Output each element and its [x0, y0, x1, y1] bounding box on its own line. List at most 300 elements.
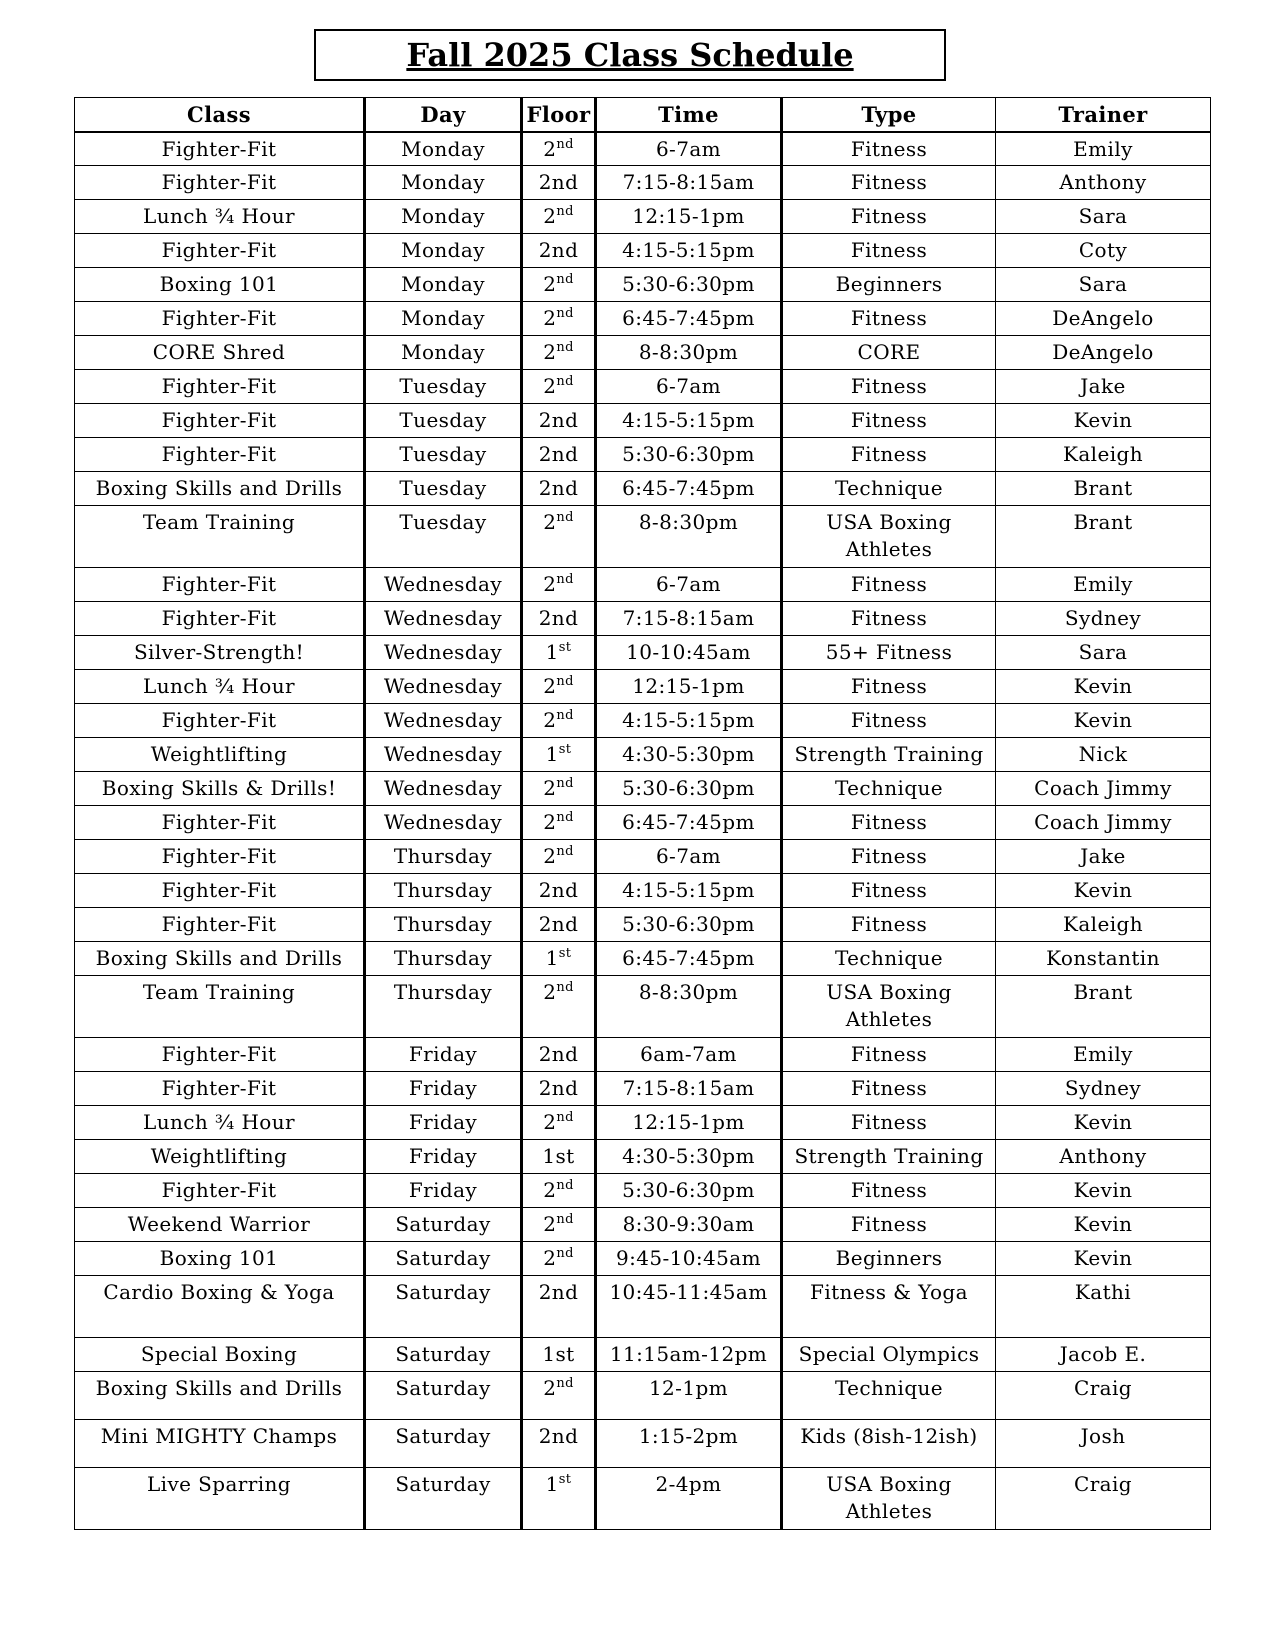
time-cell: 6:45-7:45pm [596, 942, 782, 976]
table-row [75, 568, 1211, 602]
table-row [75, 302, 1211, 336]
class-cell: Weightlifting [75, 738, 365, 772]
floor-cell [522, 438, 596, 472]
class-cell: Fighter-Fit [75, 438, 365, 472]
floor-cell [522, 704, 596, 738]
time-cell: 6-7am [596, 132, 782, 166]
class-cell: Team Training [75, 976, 365, 1038]
day-cell: Wednesday [365, 568, 522, 602]
time-cell: 8:30-9:30am [596, 1208, 782, 1242]
floor-cell [522, 506, 596, 568]
floor-ordinal-suffix: nd [556, 1376, 574, 1391]
floor-cell [522, 1242, 596, 1276]
type-cell: USA Boxing Athletes [782, 976, 996, 1038]
time-cell: 8-8:30pm [596, 976, 782, 1038]
class-cell: Fighter-Fit [75, 166, 365, 200]
time-cell: 12:15-1pm [596, 670, 782, 704]
type-cell: Fitness [782, 1208, 996, 1242]
class-cell: Silver-Strength! [75, 636, 365, 670]
floor-cell [522, 738, 596, 772]
day-cell: Friday [365, 1106, 522, 1140]
trainer-cell: Emily [996, 1038, 1211, 1072]
day-cell: Friday [365, 1038, 522, 1072]
day-cell: Saturday [365, 1468, 522, 1530]
floor-value: 2nd [538, 878, 579, 902]
floor-value: 2 [543, 980, 557, 1004]
table-row [75, 602, 1211, 636]
day-cell: Saturday [365, 1276, 522, 1338]
floor-ordinal-suffix: nd [556, 306, 574, 321]
type-cell: Fitness [782, 1072, 996, 1106]
table-row [75, 1174, 1211, 1208]
class-cell: Boxing Skills and Drills [75, 1372, 365, 1420]
trainer-cell: Sara [996, 200, 1211, 234]
floor-ordinal-suffix: nd [556, 136, 574, 152]
floor-cell [522, 908, 596, 942]
floor-cell [522, 1140, 596, 1174]
time-cell: 12:15-1pm [596, 200, 782, 234]
floor-value: 2 [543, 776, 557, 800]
floor-cell [522, 1038, 596, 1072]
trainer-cell: Kevin [996, 1174, 1211, 1208]
type-cell: Fitness [782, 1174, 996, 1208]
title-box [314, 29, 946, 81]
floor-cell [522, 336, 596, 370]
type-cell: Fitness [782, 234, 996, 268]
floor-value: 2nd [538, 1042, 579, 1066]
time-cell: 6-7am [596, 370, 782, 404]
trainer-cell: Craig [996, 1372, 1211, 1420]
floor-ordinal-suffix: nd [556, 1110, 574, 1125]
class-cell: Fighter-Fit [75, 568, 365, 602]
type-cell: Fitness [782, 874, 996, 908]
trainer-cell: Brant [996, 472, 1211, 506]
type-cell: Fitness [782, 132, 996, 166]
trainer-cell: Kaleigh [996, 908, 1211, 942]
trainer-cell: Kathi [996, 1276, 1211, 1338]
table-row [75, 166, 1211, 200]
type-cell: Beginners [782, 1242, 996, 1276]
class-cell: Live Sparring [75, 1468, 365, 1530]
day-cell: Wednesday [365, 806, 522, 840]
day-cell: Monday [365, 268, 522, 302]
floor-value: 2 [543, 272, 557, 296]
type-cell: Fitness & Yoga [782, 1276, 996, 1338]
day-cell: Friday [365, 1072, 522, 1106]
time-cell: 8-8:30pm [596, 506, 782, 568]
page-title: Fall 2025 Class Schedule [406, 36, 854, 74]
class-cell: CORE Shred [75, 336, 365, 370]
floor-value: 1 [545, 640, 559, 664]
trainer-cell: Emily [996, 568, 1211, 602]
class-cell: Lunch ¾ Hour [75, 200, 365, 234]
type-cell: 55+ Fitness [782, 636, 996, 670]
class-cell: Special Boxing [75, 1338, 365, 1372]
class-cell: Boxing Skills & Drills! [75, 772, 365, 806]
day-cell: Thursday [365, 908, 522, 942]
trainer-cell: Sara [996, 636, 1211, 670]
class-cell: Fighter-Fit [75, 132, 365, 166]
floor-ordinal-suffix: nd [556, 708, 574, 723]
trainer-cell: Brant [996, 976, 1211, 1038]
trainer-cell: Anthony [996, 1140, 1211, 1174]
time-cell: 7:15-8:15am [596, 166, 782, 200]
table-row [75, 840, 1211, 874]
floor-cell [522, 976, 596, 1038]
table-row [75, 1242, 1211, 1276]
floor-cell [522, 636, 596, 670]
class-cell: Fighter-Fit [75, 370, 365, 404]
type-cell: Fitness [782, 568, 996, 602]
time-cell: 8-8:30pm [596, 336, 782, 370]
floor-ordinal-suffix: nd [556, 1178, 574, 1193]
floor-value: 2 [543, 306, 557, 330]
day-cell: Wednesday [365, 636, 522, 670]
floor-value: 2 [543, 1246, 557, 1270]
class-cell: Fighter-Fit [75, 874, 365, 908]
time-cell: 5:30-6:30pm [596, 1174, 782, 1208]
floor-ordinal-suffix: st [558, 742, 572, 757]
header-time: Time [596, 98, 782, 132]
trainer-cell: Kevin [996, 670, 1211, 704]
time-cell: 5:30-6:30pm [596, 772, 782, 806]
table-row [75, 234, 1211, 268]
class-cell: Fighter-Fit [75, 1038, 365, 1072]
header-floor: Floor [522, 98, 596, 132]
trainer-cell: Kevin [996, 404, 1211, 438]
table-row [75, 370, 1211, 404]
floor-value: 2 [543, 1376, 557, 1400]
day-cell: Wednesday [365, 738, 522, 772]
time-cell: 10:45-11:45am [596, 1276, 782, 1338]
trainer-cell: Kevin [996, 874, 1211, 908]
day-cell: Saturday [365, 1242, 522, 1276]
header-trainer: Trainer [996, 98, 1211, 132]
table-row [75, 132, 1211, 166]
floor-cell [522, 670, 596, 704]
type-cell: Fitness [782, 602, 996, 636]
day-cell: Friday [365, 1140, 522, 1174]
type-cell: Fitness [782, 302, 996, 336]
floor-cell [522, 234, 596, 268]
floor-ordinal-suffix: nd [556, 674, 574, 689]
floor-value: 2nd [538, 238, 579, 262]
class-cell: Team Training [75, 506, 365, 568]
time-cell: 6am-7am [596, 1038, 782, 1072]
trainer-cell: Kevin [996, 1208, 1211, 1242]
class-cell: Fighter-Fit [75, 908, 365, 942]
time-cell: 5:30-6:30pm [596, 268, 782, 302]
floor-ordinal-suffix: nd [556, 1212, 574, 1227]
type-cell: USA Boxing Athletes [782, 506, 996, 568]
day-cell: Tuesday [365, 438, 522, 472]
type-cell: Special Olympics [782, 1338, 996, 1372]
trainer-cell: Emily [996, 132, 1211, 166]
trainer-cell: Brant [996, 506, 1211, 568]
trainer-cell: Anthony [996, 166, 1211, 200]
type-cell: Technique [782, 942, 996, 976]
floor-cell [522, 602, 596, 636]
table-row [75, 200, 1211, 234]
table-row [75, 472, 1211, 506]
day-cell: Thursday [365, 976, 522, 1038]
header-class: Class [75, 98, 365, 132]
floor-ordinal-suffix: nd [556, 510, 574, 525]
type-cell: Technique [782, 1372, 996, 1420]
trainer-cell: Jake [996, 370, 1211, 404]
floor-cell [522, 874, 596, 908]
class-cell: Lunch ¾ Hour [75, 1106, 365, 1140]
type-cell: Fitness [782, 908, 996, 942]
floor-cell [522, 302, 596, 336]
floor-cell [522, 1174, 596, 1208]
trainer-cell: Jacob E. [996, 1338, 1211, 1372]
floor-value: 2 [543, 572, 557, 596]
floor-value: 2nd [538, 170, 579, 194]
type-cell: USA Boxing Athletes [782, 1468, 996, 1530]
floor-ordinal-suffix: st [558, 946, 572, 961]
trainer-cell: DeAngelo [996, 336, 1211, 370]
table-row [75, 506, 1211, 568]
day-cell: Thursday [365, 942, 522, 976]
table-row [75, 772, 1211, 806]
floor-value: 2 [543, 374, 557, 398]
floor-cell [522, 1276, 596, 1338]
floor-value: 2nd [538, 442, 579, 466]
floor-cell [522, 1468, 596, 1530]
day-cell: Monday [365, 132, 522, 166]
table-row [75, 636, 1211, 670]
time-cell: 12-1pm [596, 1372, 782, 1420]
type-cell: Technique [782, 472, 996, 506]
type-cell: Technique [782, 772, 996, 806]
floor-value: 2 [543, 674, 557, 698]
time-cell: 6-7am [596, 568, 782, 602]
floor-cell [522, 1208, 596, 1242]
class-cell: Fighter-Fit [75, 404, 365, 438]
floor-cell [522, 200, 596, 234]
day-cell: Saturday [365, 1208, 522, 1242]
time-cell: 4:30-5:30pm [596, 1140, 782, 1174]
floor-cell [522, 942, 596, 976]
floor-cell [522, 772, 596, 806]
type-cell: Fitness [782, 438, 996, 472]
trainer-cell: Kevin [996, 1242, 1211, 1276]
floor-value: 1 [545, 1472, 559, 1496]
floor-value: 2nd [538, 606, 579, 630]
day-cell: Tuesday [365, 506, 522, 568]
time-cell: 7:15-8:15am [596, 1072, 782, 1106]
type-cell: Kids (8ish-12ish) [782, 1420, 996, 1468]
time-cell: 5:30-6:30pm [596, 438, 782, 472]
type-cell: Beginners [782, 268, 996, 302]
floor-ordinal-suffix: nd [556, 1246, 574, 1261]
class-cell: Boxing 101 [75, 1242, 365, 1276]
floor-value: 2nd [538, 1280, 579, 1304]
type-cell: Fitness [782, 370, 996, 404]
time-cell: 7:15-8:15am [596, 602, 782, 636]
day-cell: Monday [365, 200, 522, 234]
type-cell: Fitness [782, 704, 996, 738]
trainer-cell: Coach Jimmy [996, 806, 1211, 840]
trainer-cell: Kevin [996, 1106, 1211, 1140]
day-cell: Saturday [365, 1372, 522, 1420]
class-cell: Fighter-Fit [75, 1174, 365, 1208]
class-cell: Weekend Warrior [75, 1208, 365, 1242]
type-cell: CORE [782, 336, 996, 370]
floor-ordinal-suffix: st [558, 640, 572, 655]
class-cell: Fighter-Fit [75, 302, 365, 336]
table-row [75, 438, 1211, 472]
floor-ordinal-suffix: nd [556, 272, 574, 287]
time-cell: 6-7am [596, 840, 782, 874]
type-cell: Fitness [782, 840, 996, 874]
class-cell: Fighter-Fit [75, 840, 365, 874]
time-cell: 9:45-10:45am [596, 1242, 782, 1276]
type-cell: Strength Training [782, 1140, 996, 1174]
table-row [75, 1420, 1211, 1468]
time-cell: 6:45-7:45pm [596, 806, 782, 840]
table-row [75, 1038, 1211, 1072]
table-row [75, 404, 1211, 438]
day-cell: Wednesday [365, 602, 522, 636]
floor-cell [522, 268, 596, 302]
table-row [75, 1372, 1211, 1420]
time-cell: 4:15-5:15pm [596, 234, 782, 268]
time-cell: 1:15-2pm [596, 1420, 782, 1468]
floor-value: 2 [543, 510, 557, 534]
table-row [75, 1072, 1211, 1106]
floor-value: 2 [543, 1212, 557, 1236]
type-cell: Fitness [782, 670, 996, 704]
type-cell: Fitness [782, 200, 996, 234]
day-cell: Monday [365, 166, 522, 200]
class-cell: Fighter-Fit [75, 234, 365, 268]
time-cell: 10-10:45am [596, 636, 782, 670]
trainer-cell: Nick [996, 738, 1211, 772]
class-cell: Fighter-Fit [75, 704, 365, 738]
day-cell: Monday [365, 234, 522, 268]
day-cell: Wednesday [365, 670, 522, 704]
trainer-cell: Sydney [996, 602, 1211, 636]
floor-ordinal-suffix: nd [556, 810, 574, 825]
day-cell: Saturday [365, 1338, 522, 1372]
table-row [75, 670, 1211, 704]
table-row [75, 976, 1211, 1038]
trainer-cell: Sydney [996, 1072, 1211, 1106]
time-cell: 4:30-5:30pm [596, 738, 782, 772]
floor-value: 2 [543, 844, 557, 868]
floor-cell [522, 1372, 596, 1420]
time-cell: 11:15am-12pm [596, 1338, 782, 1372]
floor-ordinal-suffix: st [558, 1472, 572, 1487]
floor-value: 2nd [538, 912, 579, 936]
time-cell: 4:15-5:15pm [596, 704, 782, 738]
class-cell: Cardio Boxing & Yoga [75, 1276, 365, 1338]
floor-ordinal-suffix: nd [556, 844, 574, 859]
floor-value: 2nd [538, 1076, 579, 1100]
type-cell: Fitness [782, 166, 996, 200]
trainer-cell: Kaleigh [996, 438, 1211, 472]
table-row [75, 806, 1211, 840]
time-cell: 6:45-7:45pm [596, 472, 782, 506]
floor-cell [522, 1420, 596, 1468]
time-cell: 2-4pm [596, 1468, 782, 1530]
trainer-cell: Kevin [996, 704, 1211, 738]
class-cell: Lunch ¾ Hour [75, 670, 365, 704]
table-row [75, 738, 1211, 772]
class-cell: Boxing Skills and Drills [75, 942, 365, 976]
floor-value: 2nd [538, 476, 579, 500]
floor-cell [522, 166, 596, 200]
floor-value: 1st [542, 1342, 575, 1366]
table-row [75, 908, 1211, 942]
floor-ordinal-suffix: nd [556, 776, 574, 791]
trainer-cell: Coach Jimmy [996, 772, 1211, 806]
floor-ordinal-suffix: nd [556, 572, 574, 587]
type-cell: Fitness [782, 404, 996, 438]
floor-cell [522, 806, 596, 840]
floor-value: 2 [543, 204, 557, 228]
day-cell: Thursday [365, 874, 522, 908]
type-cell: Fitness [782, 1106, 996, 1140]
trainer-cell: Josh [996, 1420, 1211, 1468]
floor-ordinal-suffix: nd [556, 374, 574, 389]
day-cell: Tuesday [365, 472, 522, 506]
class-cell: Mini MIGHTY Champs [75, 1420, 365, 1468]
floor-cell [522, 370, 596, 404]
header-type: Type [782, 98, 996, 132]
trainer-cell: Craig [996, 1468, 1211, 1530]
table-row [75, 336, 1211, 370]
table-row [75, 1468, 1211, 1530]
time-cell: 5:30-6:30pm [596, 908, 782, 942]
table-row [75, 942, 1211, 976]
table-row [75, 1338, 1211, 1372]
floor-value: 2 [543, 1110, 557, 1134]
day-cell: Tuesday [365, 370, 522, 404]
floor-value: 2 [543, 708, 557, 732]
class-cell: Weightlifting [75, 1140, 365, 1174]
floor-ordinal-suffix: nd [556, 340, 574, 355]
time-cell: 12:15-1pm [596, 1106, 782, 1140]
table-row [75, 1140, 1211, 1174]
floor-cell [522, 472, 596, 506]
floor-value: 1 [545, 742, 559, 766]
class-cell: Fighter-Fit [75, 1072, 365, 1106]
header-day: Day [365, 98, 522, 132]
day-cell: Monday [365, 336, 522, 370]
type-cell: Strength Training [782, 738, 996, 772]
table-row [75, 1208, 1211, 1242]
class-cell: Boxing 101 [75, 268, 365, 302]
floor-cell [522, 404, 596, 438]
trainer-cell: Konstantin [996, 942, 1211, 976]
trainer-cell: Jake [996, 840, 1211, 874]
time-cell: 4:15-5:15pm [596, 874, 782, 908]
day-cell: Thursday [365, 840, 522, 874]
class-cell: Boxing Skills and Drills [75, 472, 365, 506]
time-cell: 6:45-7:45pm [596, 302, 782, 336]
floor-value: 2nd [538, 408, 579, 432]
trainer-cell: Sara [996, 268, 1211, 302]
trainer-cell: Coty [996, 234, 1211, 268]
floor-value: 2 [543, 340, 557, 364]
floor-cell [522, 1106, 596, 1140]
floor-value: 1st [542, 1144, 575, 1168]
table-row [75, 1106, 1211, 1140]
floor-cell [522, 1072, 596, 1106]
